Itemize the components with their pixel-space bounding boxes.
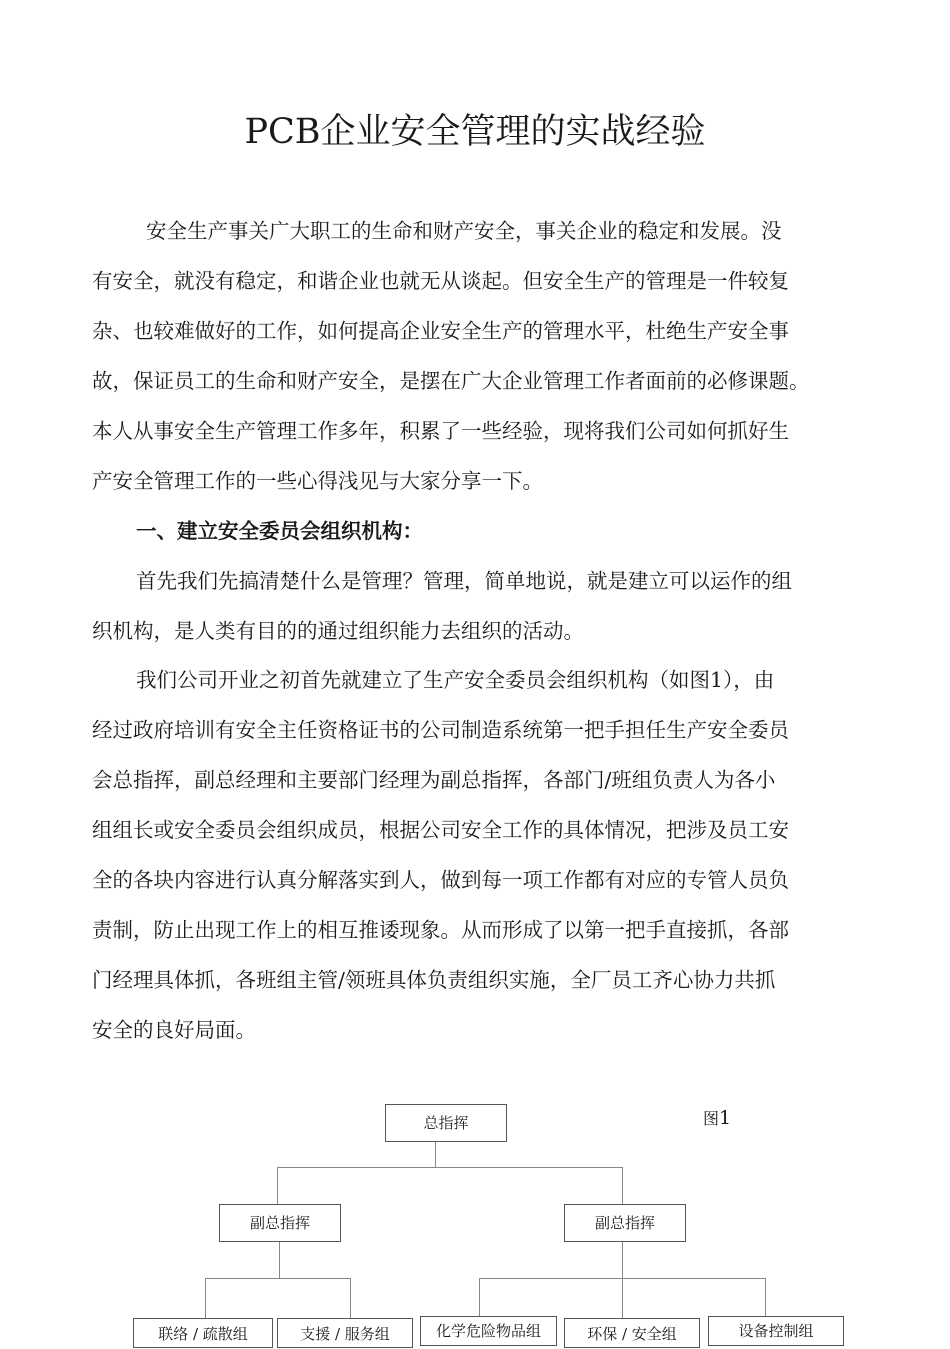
section-heading: 一、建立安全委员会组织机构： — [136, 519, 423, 543]
body-line: 门经理具体抓，各班组主管/领班具体负责组织实施，全厂员工齐心协力共抓 — [92, 968, 776, 992]
equipment-control-group-box: 设备控制组 — [708, 1316, 844, 1346]
connector-line — [435, 1142, 436, 1168]
body-line: 首先我们先搞清楚什么是管理？管理，简单地说，就是建立可以运作的组 — [136, 569, 792, 593]
deputy-commander-left-box: 副总指挥 — [219, 1204, 341, 1242]
connector-line — [279, 1242, 280, 1279]
deputy-commander-right-box: 副总指挥 — [564, 1204, 686, 1242]
body-line: 组组长或安全委员会组织成员，根据公司安全工作的具体情况，把涉及员工安 — [92, 818, 789, 842]
connector-line — [479, 1278, 480, 1316]
connector-line — [622, 1242, 623, 1279]
body-line: 安全的良好局面。 — [92, 1018, 256, 1042]
connector-line — [277, 1167, 623, 1168]
connector-line — [205, 1278, 351, 1279]
support-service-group-box: 支援 / 服务组 — [277, 1318, 413, 1348]
body-line: 本人从事安全生产管理工作多年，积累了一些经验，现将我们公司如何抓好生 — [92, 419, 789, 443]
body-line: 我们公司开业之初首先就建立了生产安全委员会组织机构（如图1），由 — [136, 668, 775, 692]
connector-line — [622, 1167, 623, 1204]
connector-line — [622, 1278, 623, 1318]
connector-line — [205, 1278, 206, 1318]
connector-line — [277, 1167, 278, 1204]
chief-commander-box: 总指挥 — [385, 1104, 507, 1142]
body-line: 全的各块内容进行认真分解落实到人，做到每一项工作都有对应的专管人员负 — [92, 868, 789, 892]
body-line: 织机构，是人类有目的的通过组织能力去组织的活动。 — [92, 619, 584, 643]
hazardous-chemicals-group-box: 化学危险物品组 — [420, 1316, 557, 1346]
body-line: 产安全管理工作的一些心得浅见与大家分享一下。 — [92, 469, 543, 493]
liaison-evacuation-group-box: 联络 / 疏散组 — [133, 1318, 273, 1348]
figure-label-text: 图 — [703, 1109, 720, 1128]
body-line: 杂、也较难做好的工作，如何提高企业安全生产的管理水平，杜绝生产安全事 — [92, 319, 789, 343]
body-line: 经过政府培训有安全主任资格证书的公司制造系统第一把手担任生产安全委员 — [92, 718, 789, 742]
document-title: PCB企业安全管理的实战经验 — [244, 112, 706, 152]
connector-line — [350, 1278, 351, 1318]
figure-number: 1 — [719, 1107, 732, 1129]
body-line: 责制，防止出现工作上的相互推诿现象。从而形成了以第一把手直接抓，各部 — [92, 918, 789, 942]
connector-line — [765, 1278, 766, 1316]
figure-label — [703, 1106, 731, 1129]
body-line: 会总指挥，副总经理和主要部门经理为副总指挥，各部门/班组负责人为各小 — [92, 768, 776, 792]
environment-safety-group-box: 环保 / 安全组 — [564, 1318, 700, 1348]
body-line: 有安全，就没有稳定，和谐企业也就无从谈起。但安全生产的管理是一件较复 — [92, 269, 789, 293]
body-line: 安全生产事关广大职工的生命和财产安全，事关企业的稳定和发展。没 — [146, 219, 782, 243]
body-line: 故，保证员工的生命和财产安全，是摆在广大企业管理工作者面前的必修课题。 — [92, 369, 810, 393]
